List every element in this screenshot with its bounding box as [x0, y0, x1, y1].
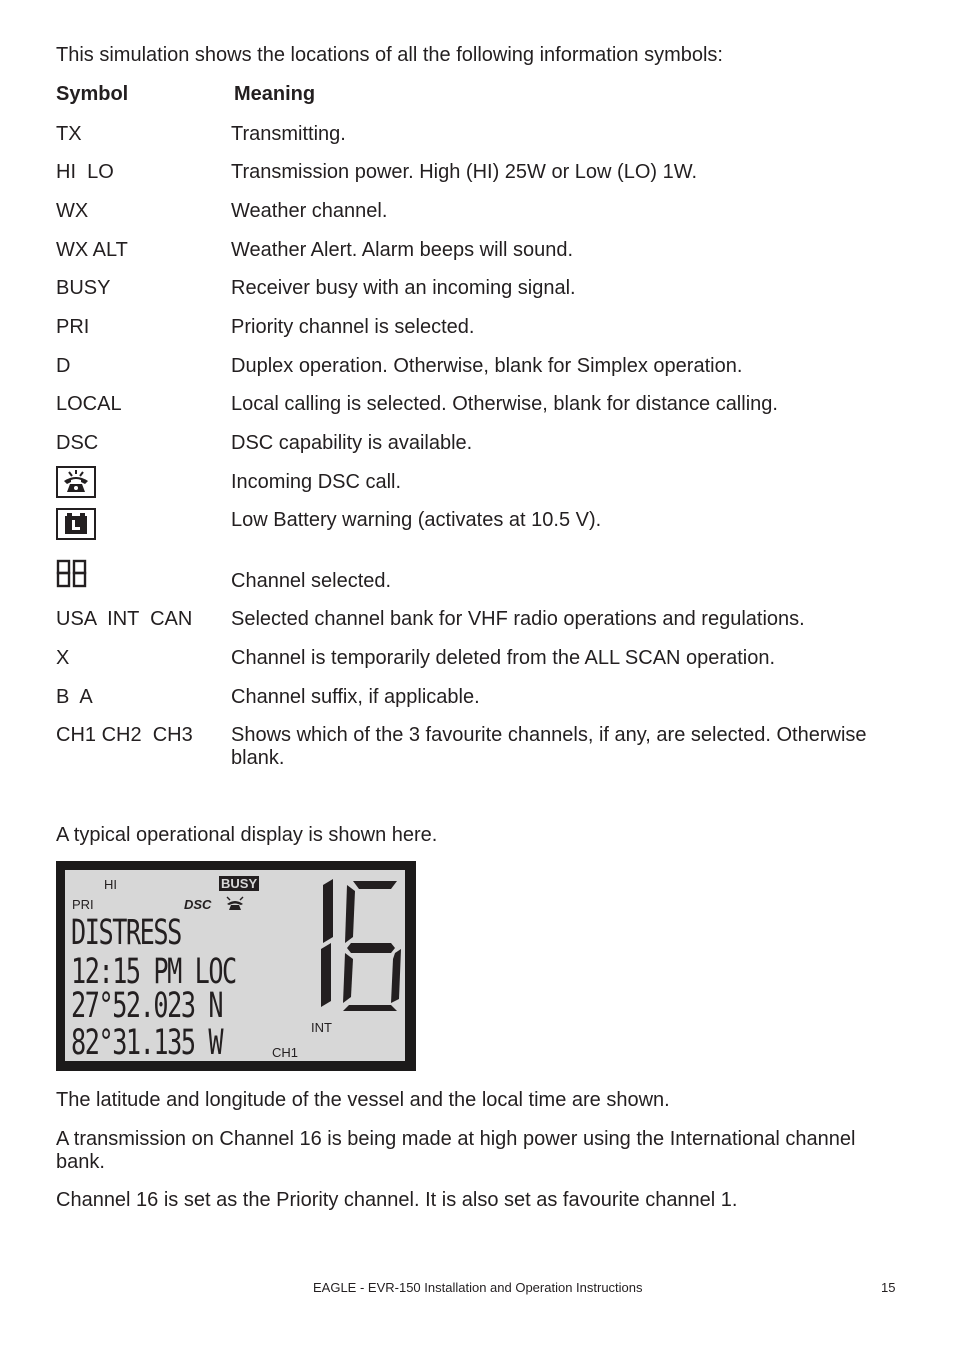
lcd-line-4: 82°31.135 W: [71, 1023, 223, 1061]
symbol-text: B A: [56, 686, 93, 708]
lcd-hi-indicator: HI: [104, 877, 117, 892]
lcd-screen: [65, 870, 405, 1061]
lcd-ch1-indicator: CH1: [272, 1045, 299, 1060]
meaning-column-header: Meaning: [234, 83, 316, 105]
paragraph: The latitude and longitude of the vessel and the local time are shown.: [56, 1089, 670, 1111]
lcd-line-2: 12:15 PM LOC: [71, 952, 236, 992]
paragraph: Channel 16 is set as the Priority channel. It is also set as favourite channel 1.: [56, 1189, 738, 1211]
symbol-text: LOCAL: [56, 393, 122, 415]
meaning-text: Channel selected.: [231, 570, 392, 592]
symbol-text: BUSY: [56, 277, 111, 299]
meaning-text: Channel is temporarily deleted from the ALL SCAN operation.: [231, 647, 775, 669]
lcd-pri-indicator: PRI: [72, 897, 94, 912]
meaning-text: Transmitting.: [231, 123, 346, 145]
lcd-busy-indicator: BUSY: [221, 876, 258, 891]
meaning-text: Incoming DSC call.: [231, 471, 402, 493]
symbol-text: D: [56, 355, 71, 377]
display-caption: A typical operational display is shown here.: [56, 824, 438, 846]
meaning-text: DSC capability is available.: [231, 432, 473, 454]
paragraph: A transmission on Channel 16 is being made at high power using the International channel bank.: [56, 1128, 856, 1173]
lcd-dsc-indicator: DSC: [184, 897, 212, 912]
lcd-line-1: DISTRESS: [71, 913, 181, 953]
page-number: 15: [881, 1280, 896, 1295]
lcd-channel-number: [313, 873, 405, 1013]
meaning-text: Selected channel bank for VHF radio operations and regulations.: [231, 608, 805, 630]
meaning-text: Transmission power. High (HI) 25W or Low (LO) 1W.: [231, 161, 698, 183]
meaning-text: Receiver busy with an incoming signal.: [231, 277, 576, 299]
battery-icon: [56, 508, 96, 540]
footer-text: EAGLE - EVR-150 Installation and Operation Instructions: [313, 1280, 643, 1295]
symbol-text: TX: [56, 123, 82, 145]
symbol-text: DSC: [56, 432, 99, 454]
meaning-text: Weather channel.: [231, 200, 388, 222]
lcd-line-3: 27°52.023 N: [71, 986, 223, 1026]
intro-text: This simulation shows the locations of all the following information symbols:: [56, 44, 723, 66]
lcd-int-indicator: INT: [311, 1020, 332, 1035]
meaning-text: Local calling is selected. Otherwise, blank for distance calling.: [231, 393, 778, 415]
symbol-text: HI LO: [56, 161, 114, 183]
incoming-call-icon: [56, 466, 96, 498]
symbol-text: X: [56, 647, 70, 669]
meaning-text: Low Battery warning (activates at 10.5 V).: [231, 509, 602, 531]
symbol-column-header: Symbol: [56, 83, 129, 105]
meaning-text: Channel suffix, if applicable.: [231, 686, 480, 708]
meaning-text: Priority channel is selected.: [231, 316, 475, 338]
meaning-text: Weather Alert. Alarm beeps will sound.: [231, 239, 574, 261]
lcd-incoming-call-icon: [223, 895, 247, 911]
symbol-text: USA INT CAN: [56, 608, 193, 630]
symbol-text: PRI: [56, 316, 90, 338]
meaning-text: Shows which of the 3 favourite channels, if any, are selected. Otherwise blank.: [231, 724, 867, 769]
meaning-text: Duplex operation. Otherwise, blank for Simplex operation.: [231, 355, 743, 377]
lcd-display: [56, 861, 416, 1071]
lcd-channel-label: 16: [313, 873, 315, 874]
symbol-text: CH1 CH2 CH3: [56, 724, 193, 746]
symbol-text: WX ALT: [56, 239, 128, 261]
symbol-text: WX: [56, 200, 89, 222]
seven-segment-88-icon: [56, 559, 88, 595]
